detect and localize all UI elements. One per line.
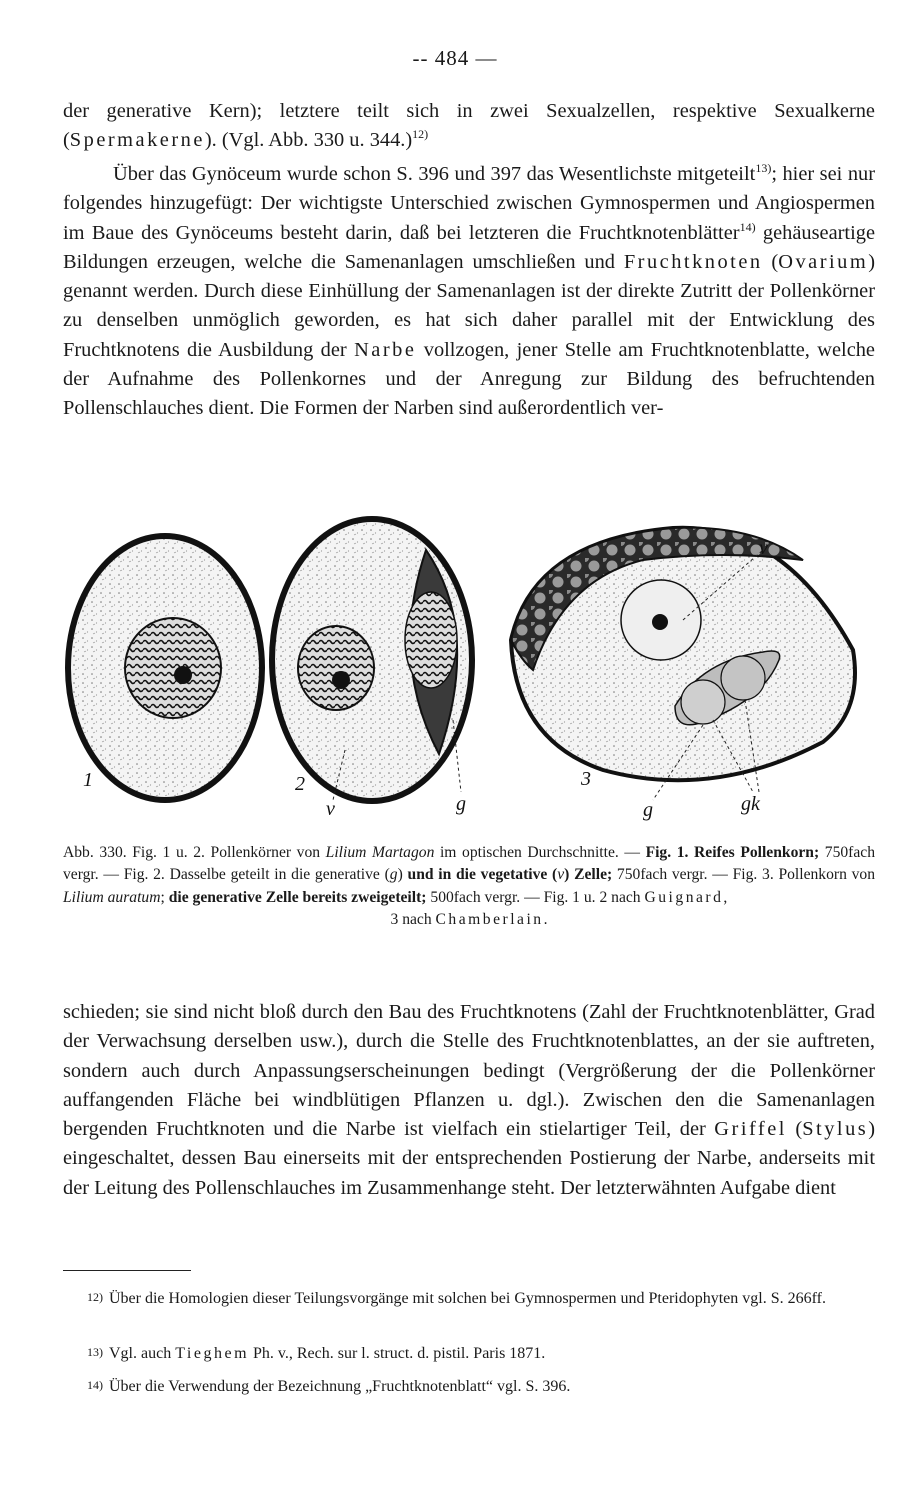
label-gk-fig3: gk xyxy=(741,793,760,815)
caption-last-line xyxy=(63,909,875,931)
text-run: Abb. 330. Fig. 1 u. 2. Pollenkörner von xyxy=(63,844,326,861)
footnote-13 xyxy=(63,1343,875,1366)
text-run: ). (Vgl. Abb. 330 u. 344.) xyxy=(204,129,413,152)
text-run: 750fach vergr. — Fig. 3. Pollenkorn von xyxy=(612,866,876,884)
label-v-fig3: v xyxy=(759,537,768,559)
figure-label-1: 1 xyxy=(83,769,93,791)
footnote-text: Ph. v., Rech. sur l. struct. d. pistil. Paris 1871. xyxy=(249,1345,546,1362)
pollen-illustration xyxy=(63,510,875,830)
text-run: . xyxy=(543,911,548,929)
species-name: Lilium auratum xyxy=(63,888,161,906)
text-run-bold: Fig. 1. Reifes Pollenkorn; xyxy=(645,844,820,861)
text-run: , xyxy=(723,888,728,906)
pollen-fig-3 xyxy=(511,528,855,800)
text-run-bold: und in die vegetative ( xyxy=(407,866,558,884)
footnote-text: Vgl. auch xyxy=(109,1345,176,1362)
author-name: Tieghem xyxy=(175,1345,250,1362)
text-run: ( xyxy=(762,250,779,273)
species-name: Lilium Martagon xyxy=(325,844,435,861)
author-name: Guignard xyxy=(644,888,724,906)
label-g-fig3: g xyxy=(643,799,653,821)
footnote-ref[interactable]: 13) xyxy=(755,161,772,176)
text-run: 500fach vergr. — Fig. 1 u. 2 nach xyxy=(426,888,645,906)
footnote-ref[interactable]: 12) xyxy=(412,127,429,142)
spaced-term: Ovarium xyxy=(778,250,869,273)
text-run: ( xyxy=(786,1118,803,1141)
text-run: ) xyxy=(397,866,408,884)
text-run: schieden; sie sind nicht bloß durch den Bau des Fruchtknotens (Zahl der Fruchtknotenblätter, Grad der Verwachsung derselben usw.), durch die Stelle des Fruchtknotenblattes, an der sie auftreten, sondern auch durch Anpassungserscheinungen bedingt (Vergrößerung der die Pollenkörner auffangenden Fläche bei windblütigen Pflanzen u. dgl.). Zwischen den die Samenanlagen bergenden Fruchtknoten und die Narbe ist vielfach ein stielartiger Teil, der xyxy=(63,1001,875,1141)
text-run: der generative Kern); letztere teilt sich in zwei Sexualzellen, respektive Sexualkerne ( xyxy=(63,100,875,152)
figure-330 xyxy=(63,510,875,830)
text-run: ) genannt werden. Durch diese Einhüllung der Samenanlagen ist der direkte Zutritt der Pollenkörner zu denselben unmöglich geworden, es hat sich daher parallel mit der Entwicklung des Fruchtknotens die Ausbildung der xyxy=(63,250,875,361)
text-run: im optischen Durchschnitte. — xyxy=(434,844,646,861)
text-run: vollzogen, jener Stelle am Fruchtknotenblatte, welche der Aufnahme des Pollenkornes und der Anregung zur Bildung des befruchtenden Pollenschlauches dient. Die Formen der Narben sind außerordentlich ver- xyxy=(63,338,875,420)
author-name: Chamberlain xyxy=(435,911,544,929)
text-run: 3 nach xyxy=(390,911,436,929)
text-run: ) eingeschaltet, dessen Bau einerseits mit der entsprechenden Postierung der Narbe, anderseits mit der Leitung des Pollenschlauches im Zusammenhange steht. Der letzterwähnten Aufgabe dient xyxy=(63,1118,875,1199)
paragraph-1 xyxy=(63,97,875,156)
footnote-12 xyxy=(63,1288,875,1311)
label-g-fig2: g xyxy=(456,793,466,815)
spaced-term: Griffel xyxy=(714,1118,787,1141)
footnote-divider xyxy=(63,1270,191,1271)
spaced-term: Fruchtknoten xyxy=(623,250,763,273)
text-run: ; xyxy=(160,888,169,906)
spaced-term: Narbe xyxy=(354,338,417,361)
text-run-bold: die generative Zelle bereits zweigeteilt; xyxy=(168,888,427,906)
figure-label-2: 2 xyxy=(295,773,305,795)
label-ref: g xyxy=(389,866,398,884)
paragraph-2 xyxy=(63,160,875,424)
spaced-term: Spermakerne xyxy=(69,129,205,152)
footnote-text: Über die Homologien dieser Teilungsvorgänge mit solchen bei Gymnospermen und Pteridophyten vgl. S. 266ff. xyxy=(109,1290,826,1307)
figure-caption xyxy=(63,842,875,932)
pollen-fig-1 xyxy=(68,536,262,800)
footnote-mark: 14) xyxy=(87,1378,103,1392)
label-v-fig2: v xyxy=(326,798,335,820)
spaced-term: Stylus xyxy=(802,1118,869,1141)
paragraph-3 xyxy=(63,998,875,1203)
footnote-ref[interactable]: 14) xyxy=(739,219,756,234)
figure-label-3: 3 xyxy=(581,768,591,790)
pollen-fig-2 xyxy=(272,519,472,801)
text-run-bold: ) Zelle; xyxy=(564,866,613,884)
footnote-14 xyxy=(63,1376,875,1399)
footnote-text: Über die Verwendung der Bezeichnung „Fruchtknotenblatt“ vgl. S. 396. xyxy=(109,1378,571,1395)
page-number: -- 484 — xyxy=(412,46,498,70)
label-ref: v xyxy=(557,866,565,884)
text-run: Über das Gynöceum wurde schon S. 396 und 397 das Wesentlichste mitgeteilt xyxy=(113,163,756,185)
footnote-mark: 13) xyxy=(87,1345,103,1359)
text-run: ; hier sei nur folgendes hinzugefügt: Der wichtigste Unterschied zwischen Gymnospermen und Angiospermen im Baue des Gynöceums besteht darin, daß bei letzteren die Fruchtknotenblätter xyxy=(63,163,876,244)
text-run: gehäuseartige Bildungen erzeugen, welche die Samenanlagen umschließen und xyxy=(63,221,876,273)
text-run: 750fach vergr. — Fig. 2. Dasselbe geteilt in die generative ( xyxy=(63,844,875,884)
footnote-mark: 12) xyxy=(87,1290,103,1304)
